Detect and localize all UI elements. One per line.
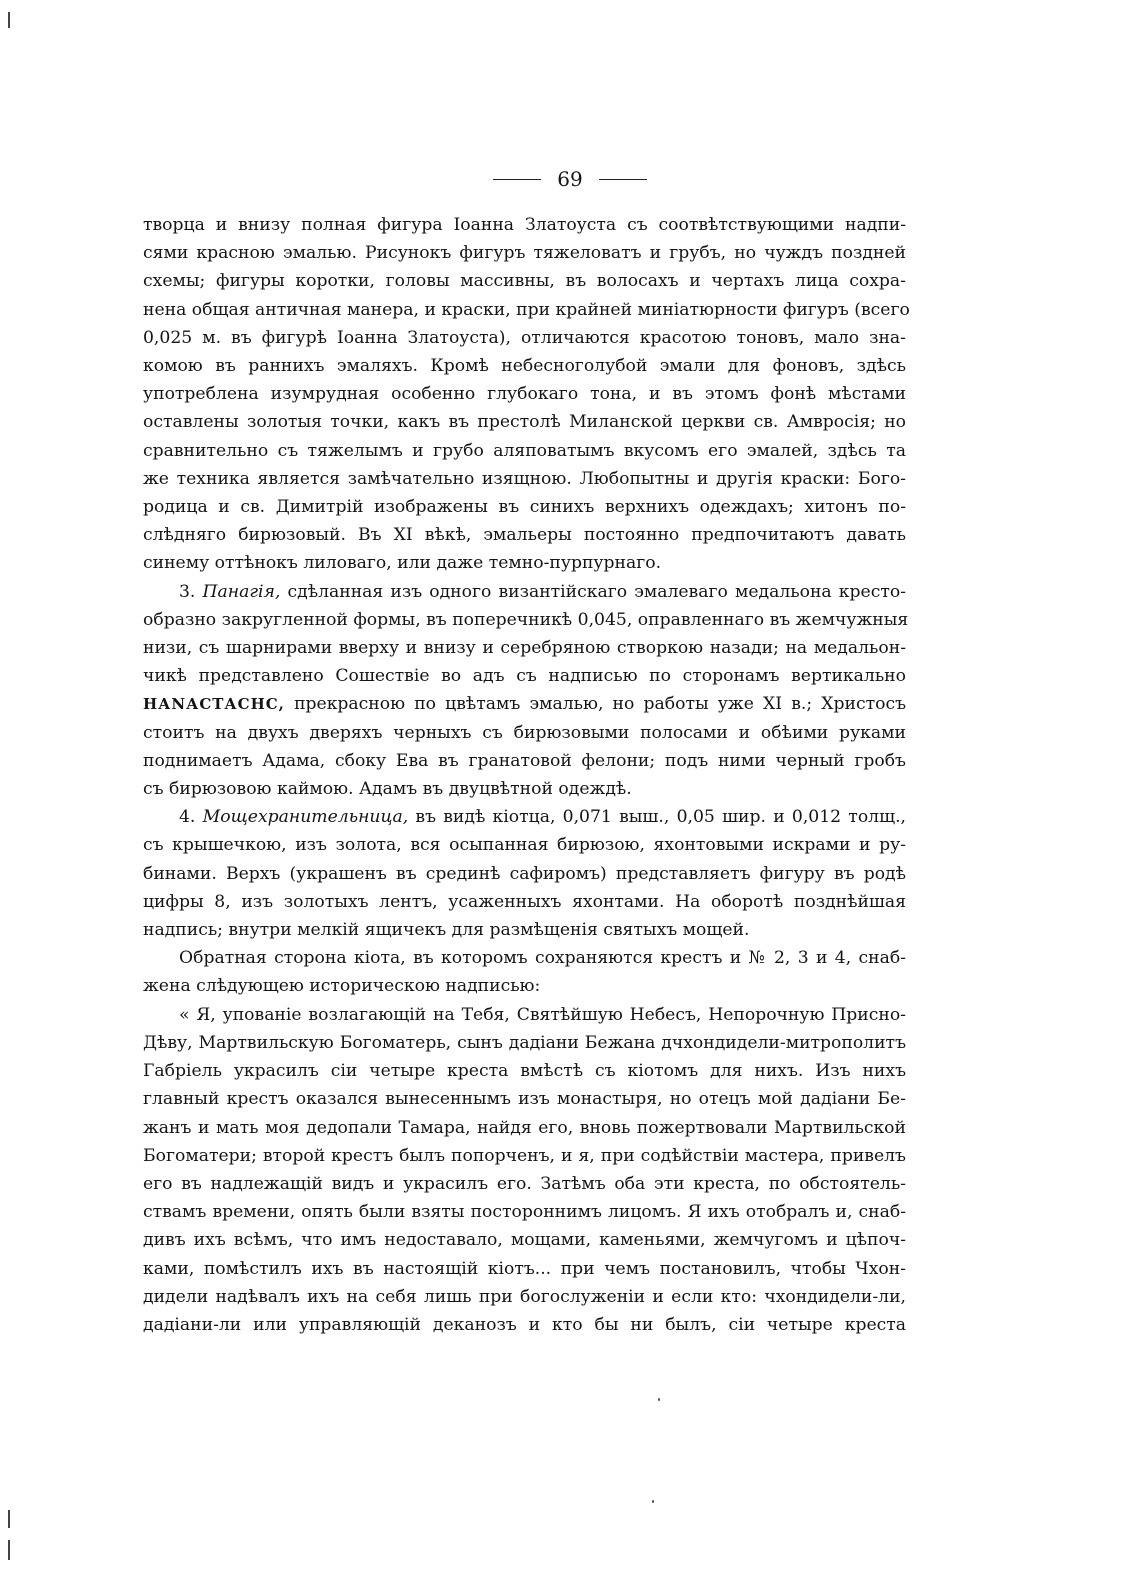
text-line [143, 803, 906, 831]
text-line: дадіани-ли или управляющій деканозъ и кто бы ни былъ, сіи четыре креста [143, 1314, 906, 1335]
scan-speck [658, 1398, 660, 1401]
text-line: сями красною эмалью. Рисунокъ фигуръ тяжеловатъ и грубъ, но чуждъ поздней [143, 243, 906, 264]
text-line: бинами. Верхъ (украшенъ въ срединѣ сафиромъ) представляетъ фигуру въ родѣ [143, 863, 906, 884]
paragraph-reverse-side [143, 944, 906, 1000]
text-line: Дѣву, Мартвильскую Богоматерь, сынъ дадіани Бежана дчхондидели-митрополитъ [143, 1032, 906, 1053]
text-run: прекрасною по цвѣтамъ эмалью, но работы уже XI в.; Христосъ [294, 694, 907, 715]
paragraph-item-3 [143, 578, 909, 804]
greek-inscription: НАNАСТАСНС, [143, 695, 285, 714]
text-line: сравнительно съ тяжелымъ и грубо аляповатымъ вкусомъ его эмалей, здѣсь та [143, 440, 906, 461]
text-line: Обратная сторона кіота, въ которомъ сохраняются крестъ и № 2, 3 и 4, снаб- [179, 948, 906, 969]
text-line: съ крышечкою, изъ золота, вся осыпанная бирюзою, яхонтовыми искрами и ру- [143, 835, 906, 856]
scan-margin-mark [8, 1540, 10, 1560]
paragraph-item-4 [143, 803, 906, 944]
text-line: низи, съ шарнирами вверху и внизу и серебряною створкою назади; на медальон- [143, 638, 906, 659]
scan-speck [652, 1500, 654, 1503]
text-line: ками, помѣстилъ ихъ въ настоящій кіотъ... при чемъ постановилъ, чтобы Чхон- [143, 1258, 906, 1279]
text-line: синему оттѣнокъ лиловаго, или даже темно-пурпурнаго. [143, 553, 662, 574]
text-line: стоитъ на двухъ дверяхъ черныхъ съ бирюзовыми полосами и обѣими руками [143, 722, 906, 743]
text-line: жена слѣдующею историческою надписью: [143, 976, 541, 997]
text-line: главный крестъ оказался вынесеннымъ изъ монастыря, но отецъ мой дадіани Бе- [143, 1089, 906, 1110]
text-run: въ видѣ кіотца, 0,071 выш., 0,05 шир. и 0,012 толщ., [415, 807, 906, 828]
page-header [0, 164, 1140, 194]
text-line: чикѣ представлено Сошествіе во адъ съ надписью по сторонамъ вертикально [143, 666, 906, 687]
text-line: творца и внизу полная фигура Іоанна Златоуста съ соотвѣтствующими надпи- [143, 215, 906, 235]
text-line: комою въ раннихъ эмаляхъ. Кромѣ небесноголубой эмали для фоновъ, здѣсь [143, 356, 906, 377]
header-rule-right [599, 179, 647, 180]
text-line: употреблена изумрудная особенно глубокаго тона, и въ этомъ фонѣ мѣстами [143, 384, 906, 405]
text-line: жанъ и мать моя дедопали Тамара, найдя его, вновь пожертвовали Мартвильской [143, 1117, 906, 1138]
text-line: надпись; внутри мелкій ящичекъ для размѣщенія святыхъ мощей. [143, 920, 750, 941]
page-number: 69 [557, 167, 583, 191]
item-title: Мощехранительница, [202, 807, 409, 828]
text-line: цифры 8, изъ золотыхъ лентъ, усаженныхъ яхонтами. На оборотѣ позднѣйшая [143, 891, 906, 912]
text-line [143, 690, 906, 718]
scan-margin-mark [8, 12, 10, 28]
body-text [143, 211, 910, 1339]
text-line: дивъ ихъ всѣмъ, что имъ недоставало, мощами, каменьями, жемчугомъ и цѣпоч- [143, 1230, 906, 1251]
item-title: Панагія, [202, 581, 281, 602]
text-line [143, 578, 906, 606]
text-line: 0,025 м. въ фигурѣ Іоанна Златоуста), отличаются красотою тоновъ, мало зна- [143, 327, 906, 348]
scan-margin-mark [8, 1510, 10, 1528]
text-line: дидели надѣвалъ ихъ на себя лишь при богослуженіи и если кто: чхондидели-ли, [143, 1286, 906, 1307]
text-run: сдѣланная изъ одного византійскаго эмалеваго медальона кресто- [287, 581, 906, 602]
text-line: ствамъ времени, опять были взяты постороннимъ лицомъ. Я ихъ отобралъ и, снаб- [143, 1202, 906, 1223]
text-line: родица и св. Димитрій изображены въ синихъ верхнихъ одеждахъ; хитонъ по- [143, 497, 906, 518]
text-line: « Я, упованіе возлагающій на Тебя, Святѣйшую Небесъ, Непорочную Присно- [179, 1004, 906, 1025]
paragraph-continuation [143, 211, 910, 578]
text-line: слѣдняго бирюзовый. Въ XI вѣкѣ, эмальеры постоянно предпочитаютъ давать [143, 525, 906, 546]
text-line: Габріель украсилъ сіи четыре креста вмѣстѣ съ кіотомъ для нихъ. Изъ нихъ [143, 1061, 906, 1082]
text-line: его въ надлежащій видъ и украсилъ его. Затѣмъ оба эти креста, по обстоятель- [143, 1173, 906, 1194]
item-number: 3. [179, 581, 196, 602]
header-rule-left [493, 179, 541, 180]
item-number: 4. [179, 807, 196, 828]
text-line: съ бирюзовою каймою. Адамъ въ двуцвѣтной одеждѣ. [143, 779, 632, 800]
text-line: оставлены золотыя точки, какъ въ престолѣ Миланской церкви св. Амвросія; но [143, 412, 906, 433]
paragraph-quotation [143, 1001, 906, 1339]
text-line: Богоматери; второй крестъ былъ попорченъ, и я, при содѣйствіи мастера, привелъ [143, 1145, 906, 1166]
text-line: же техника является замѣчательно изящною. Любопытны и другія краски: Бого- [143, 468, 906, 489]
text-line: поднимаетъ Адама, сбоку Ева въ гранатовой фелони; подъ ними черный гробъ [143, 750, 906, 771]
text-line: образно закругленной формы, въ поперечникѣ 0,045, оправленнаго въ жемчужныя [143, 609, 909, 630]
text-line: нена общая античная манера, и краски, при крайней миніатюрности фигуръ (всего [143, 299, 910, 320]
text-line: схемы; фигуры коротки, головы массивны, въ волосахъ и чертахъ лица сохра- [143, 271, 906, 292]
